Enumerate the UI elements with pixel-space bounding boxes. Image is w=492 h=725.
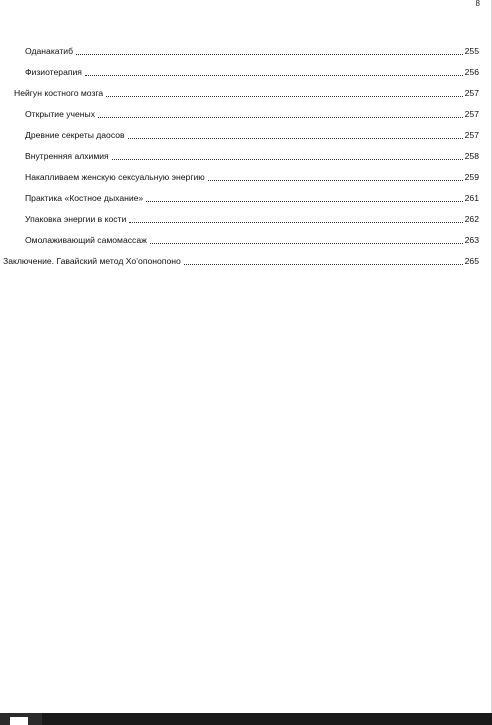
toc-entry[interactable] [0, 187, 492, 208]
toc-entry[interactable] [0, 166, 492, 187]
toc-entry-title: Практика «Костное дыхание» [25, 192, 144, 203]
dot-leader [184, 263, 463, 265]
toc-entry-page: 257 [464, 129, 479, 140]
toc-entry-title: Открытие ученых [25, 108, 96, 119]
toc-entry[interactable] [0, 61, 492, 82]
toc-entry-title: Древние секреты даосов [25, 129, 125, 140]
dot-leader [150, 242, 463, 244]
toc-entry-title: Накапливаем женскую сексуальную энергию [25, 171, 205, 182]
toc-entry-page: 257 [464, 87, 479, 98]
toc-entry-page: 259 [464, 171, 479, 182]
taskbar [0, 713, 492, 725]
toc-entry-title: Заключение. Гавайский метод Хо’опонопоно [3, 255, 181, 266]
toc-entry[interactable] [0, 103, 492, 124]
toc-entry-page: 255 [464, 45, 479, 56]
toc-entry[interactable] [0, 82, 492, 103]
toc-entry[interactable] [0, 145, 492, 166]
dot-leader [208, 179, 463, 181]
toc-entry[interactable] [0, 250, 492, 271]
toc-entry-title: Омолаживающий самомассаж [25, 234, 147, 245]
toc-entry[interactable] [0, 124, 492, 145]
start-button[interactable] [0, 713, 42, 725]
toc-entry[interactable] [0, 229, 492, 250]
dot-leader [128, 137, 463, 139]
toc-entry[interactable] [0, 40, 492, 61]
toc-entry[interactable] [0, 208, 492, 229]
dot-leader [76, 53, 463, 55]
dot-leader [85, 74, 463, 76]
toc-entry-title: Нейгун костного мозга [14, 87, 104, 98]
toc-entry-page: 257 [464, 108, 479, 119]
toc-entry-page: 256 [464, 66, 479, 77]
dot-leader [112, 158, 463, 160]
page-number: 8 [475, 0, 480, 8]
dot-leader [146, 200, 462, 202]
toc-entry-title: Оданакатиб [25, 45, 74, 56]
windows-start-icon [10, 717, 28, 725]
toc-entry-page: 258 [464, 150, 479, 161]
toc-entry-page: 261 [464, 192, 479, 203]
toc-entry-page: 263 [464, 234, 479, 245]
toc-entry-page: 265 [464, 255, 479, 266]
dot-leader [98, 116, 463, 118]
toc-entry-title: Внутренняя алхимия [25, 150, 109, 161]
dot-leader [129, 221, 462, 223]
toc-entry-title: Упаковка энергии в кости [25, 213, 127, 224]
dot-leader [106, 95, 463, 97]
toc-entry-page: 262 [464, 213, 479, 224]
toc-entry-title: Физиотерапия [25, 66, 82, 77]
